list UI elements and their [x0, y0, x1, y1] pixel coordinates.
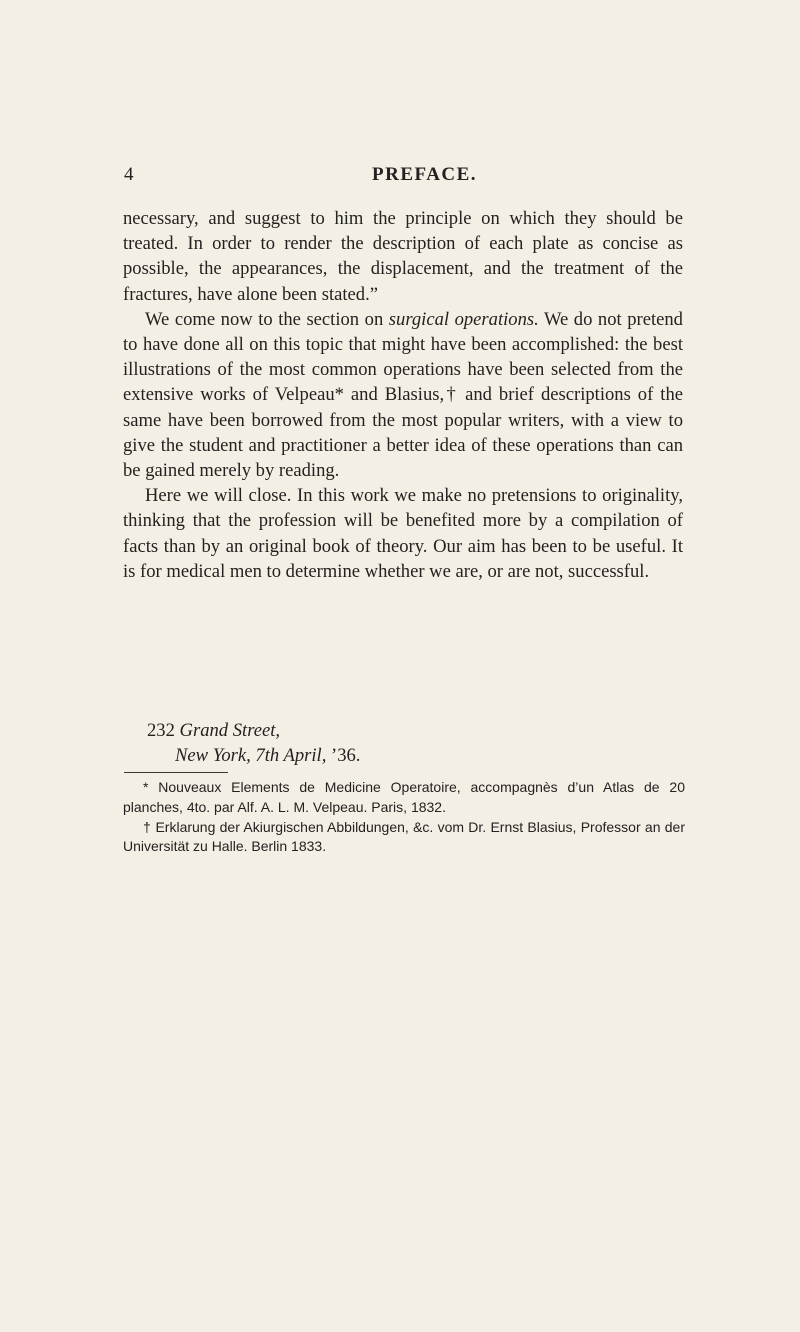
footnote-rule — [124, 772, 228, 773]
signature-place-date — [123, 743, 683, 768]
paragraph-2-rest: We do not pretend to have done all on this topic that might have been accomplished: the best illustrations of the most common operations have been selected from the extensive works of Velpeau* and Blasius,† and brief descriptions of the same have been borrowed from the most popular writers, with a view to give the student and practitioner a better idea of these operations than can be gained merely by reading. — [123, 308, 683, 482]
page-number: 4 — [124, 164, 135, 185]
paragraph-3: Here we will close. In this work we make no pretensions to originality, thinking that the profession will be benefited more by a compilation of facts than by an original book of theory. Our aim has been to be useful. It is for medical men to determine whether we are, or are not, successful. — [123, 485, 683, 582]
city-date: New York, 7th April, — [175, 745, 327, 767]
signature-block — [123, 718, 683, 768]
page-header — [124, 164, 684, 190]
street-number: 232 — [147, 720, 180, 741]
footnotes — [123, 778, 685, 857]
paragraph-1: necessary, and suggest to him the principle on which they should be treated. In order to render the description of each plate as concise as possible, the appearances, the displacement, and the treatment of the fractures, have alone been stated.” — [123, 208, 683, 305]
signature-address — [123, 718, 683, 743]
paragraph-2-italic: surgical operations. — [388, 308, 539, 330]
running-head: PREFACE. — [372, 164, 478, 185]
body-text — [123, 206, 683, 584]
year: ’36. — [326, 745, 361, 767]
footnote-2: † Erklarung der Akiurgischen Abbildungen, &c. vom Dr. Ernst Blasius, Professor an der Universität zu Halle. Berlin 1833. — [123, 818, 685, 855]
street-name: Grand Street, — [179, 720, 281, 741]
footnote-1: * Nouveaux Elements de Medicine Operatoire, accompagnès d’un Atlas de 20 planches, 4to. par Alf. A. L. M. Velpeau. Paris, 1832. — [123, 779, 685, 815]
paragraph-2-start: We come now to the section on — [145, 308, 389, 330]
paragraph-2 — [123, 307, 683, 483]
